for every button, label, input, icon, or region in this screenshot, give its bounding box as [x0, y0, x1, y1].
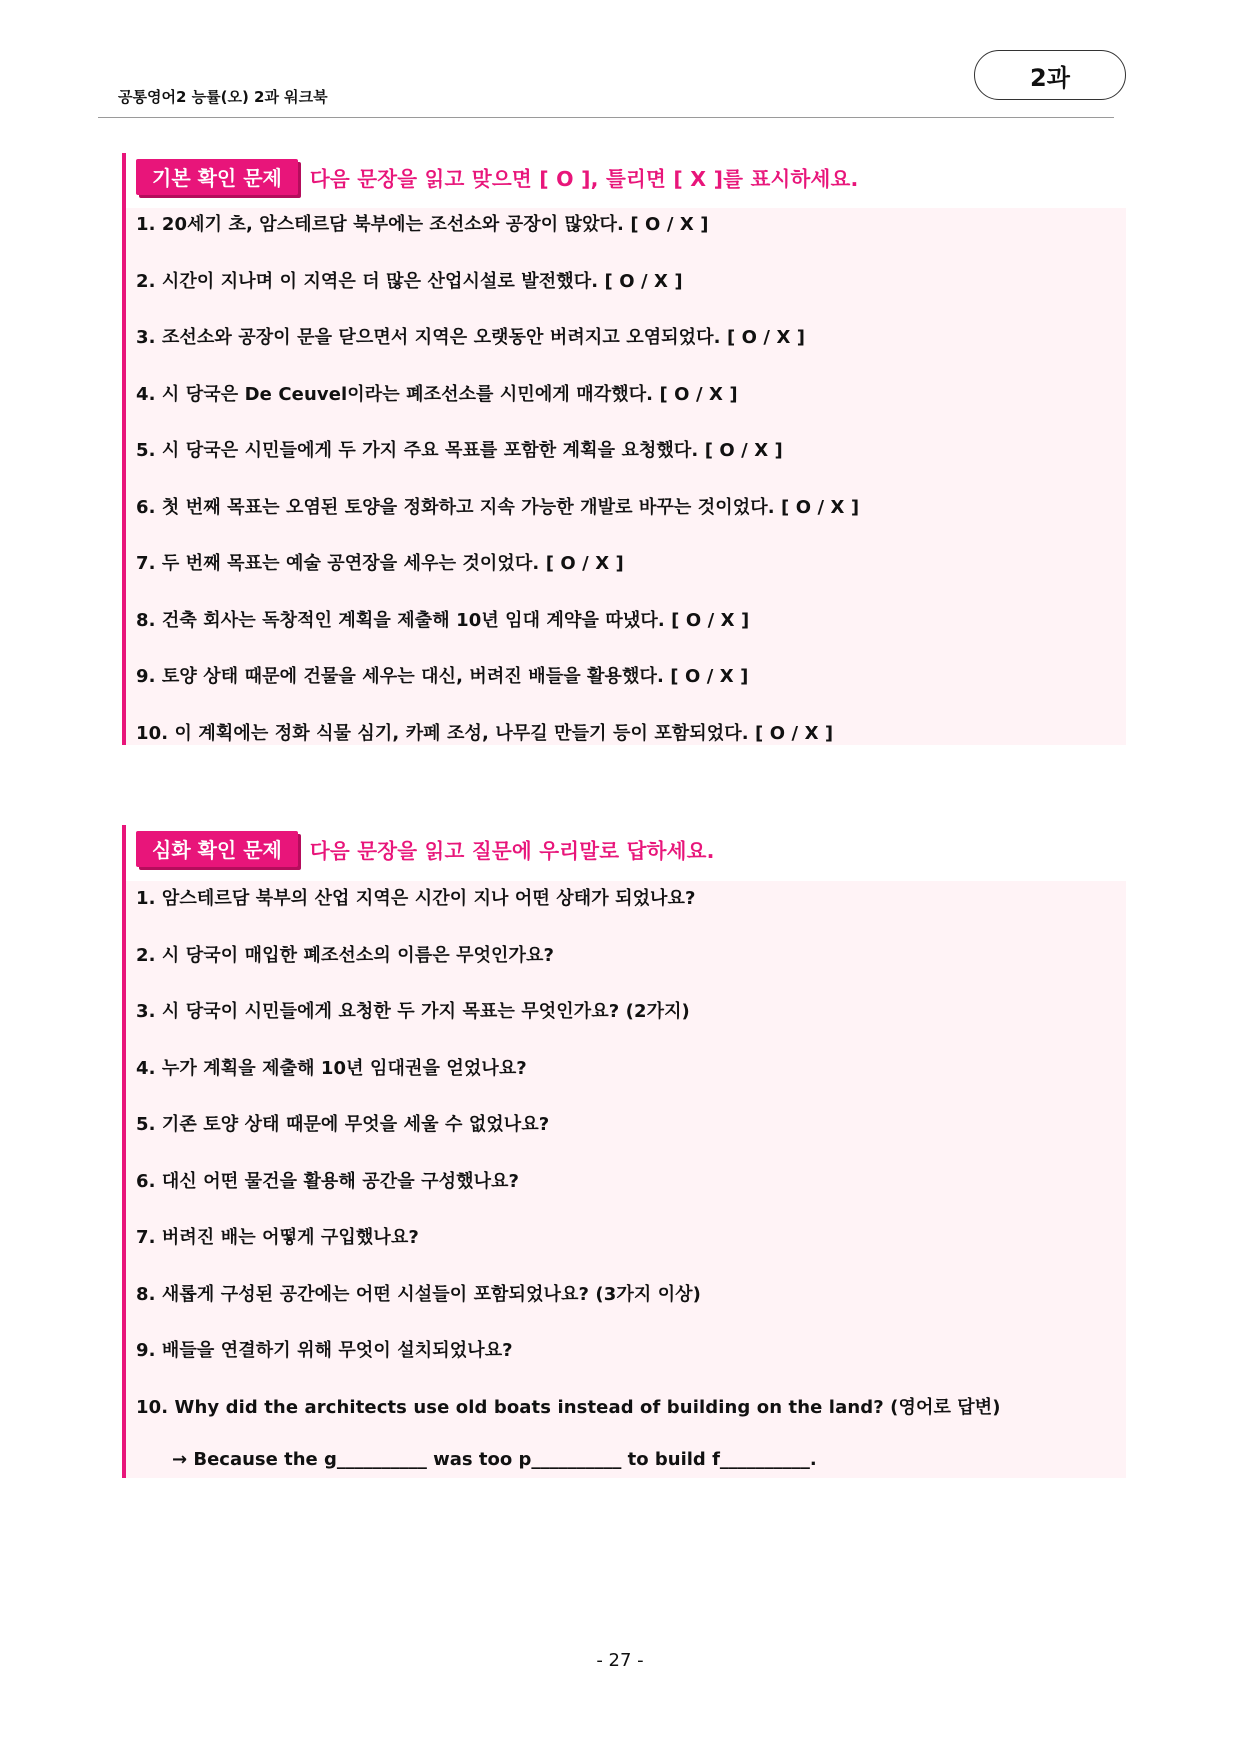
question-item: 7. 두 번째 목표는 예술 공연장을 세우는 것이었다. [ O / X ] [136, 553, 624, 574]
question-item: 7. 버려진 배는 어떻게 구입했나요? [136, 1227, 419, 1248]
advanced-check-section [122, 825, 1126, 1478]
section-instruction: 다음 문장을 읽고 질문에 우리말로 답하세요. [309, 839, 715, 863]
section-heading [136, 159, 859, 195]
answer-blank-line: → Because the g__________ was too p__________ to build f__________. [172, 1449, 817, 1470]
question-item: 5. 기존 토양 상태 때문에 무엇을 세울 수 없었나요? [136, 1114, 550, 1135]
header-divider [98, 117, 1114, 118]
question-item: 10. 이 계획에는 정화 식물 심기, 카페 조성, 나무길 만들기 등이 포함되었다. [ O / X ] [136, 723, 834, 744]
question-item: 1. 20세기 초, 암스테르담 북부에는 조선소와 공장이 많았다. [ O / X ] [136, 214, 709, 235]
question-item: 4. 시 당국은 De Ceuvel이라는 폐조선소를 시민에게 매각했다. [ O / X ] [136, 384, 738, 405]
basic-check-section [122, 153, 1126, 745]
page-number: - 27 - [596, 1650, 644, 1671]
question-item: 6. 첫 번째 목표는 오염된 토양을 정화하고 지속 가능한 개발로 바꾸는 것이었다. [ O / X ] [136, 497, 860, 518]
question-item: 1. 암스테르담 북부의 산업 지역은 시간이 지나 어떤 상태가 되었나요? [136, 888, 696, 909]
question-item: 2. 시 당국이 매입한 폐조선소의 이름은 무엇인가요? [136, 945, 555, 966]
lesson-badge: 2과 [974, 50, 1126, 100]
question-item: 5. 시 당국은 시민들에게 두 가지 주요 목표를 포함한 계획을 요청했다. [ O / X ] [136, 440, 783, 461]
question-item: 9. 토양 상태 때문에 건물을 세우는 대신, 버려진 배들을 활용했다. [ O / X ] [136, 666, 749, 687]
workbook-title: 공통영어2 능률(오) 2과 워크북 [118, 88, 328, 106]
section-instruction: 다음 문장을 읽고 맞으면 [ O ], 틀리면 [ X ]를 표시하세요. [309, 167, 859, 191]
question-item: 10. Why did the architects use old boats instead of building on the land? (영어로 답변) [136, 1397, 1001, 1418]
section-tag: 기본 확인 문제 [136, 159, 298, 195]
question-item: 3. 시 당국이 시민들에게 요청한 두 가지 목표는 무엇인가요? (2가지) [136, 1001, 690, 1022]
question-item: 2. 시간이 지나며 이 지역은 더 많은 산업시설로 발전했다. [ O / X ] [136, 271, 683, 292]
question-item: 6. 대신 어떤 물건을 활용해 공간을 구성했나요? [136, 1171, 520, 1192]
section-heading [136, 831, 715, 867]
question-item: 3. 조선소와 공장이 문을 닫으면서 지역은 오랫동안 버려지고 오염되었다. [ O / X ] [136, 327, 806, 348]
question-item: 9. 배들을 연결하기 위해 무엇이 설치되었나요? [136, 1340, 513, 1361]
section-tag: 심화 확인 문제 [136, 831, 298, 867]
question-item: 4. 누가 계획을 제출해 10년 임대권을 얻었나요? [136, 1058, 527, 1079]
question-item: 8. 건축 회사는 독창적인 계획을 제출해 10년 임대 계약을 따냈다. [ O / X ] [136, 610, 750, 631]
question-item: 8. 새롭게 구성된 공간에는 어떤 시설들이 포함되었나요? (3가지 이상) [136, 1284, 701, 1305]
